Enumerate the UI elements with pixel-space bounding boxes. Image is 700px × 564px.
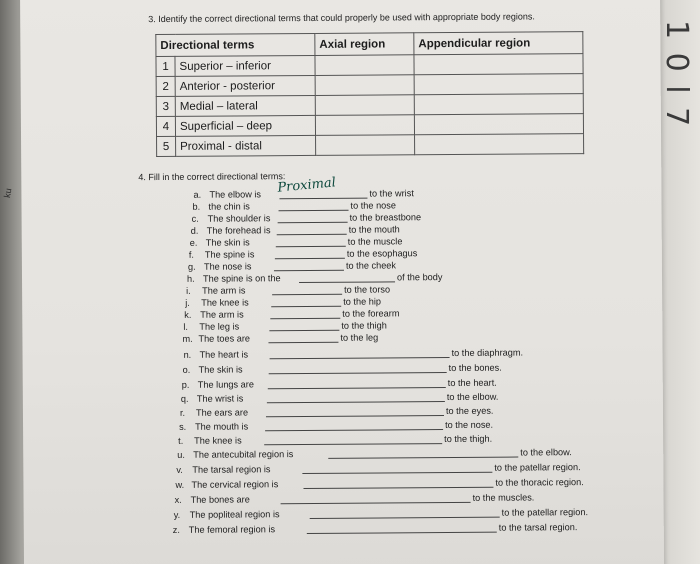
item-letter: z.	[172, 524, 180, 535]
item-ending: to the breastbone	[349, 212, 422, 223]
item-letter: b.	[192, 201, 201, 212]
item-ending: to the elbow.	[446, 391, 499, 403]
item-subject: The ears are	[195, 407, 249, 418]
table-row	[157, 134, 584, 157]
list-item	[174, 506, 607, 521]
item-letter: e.	[189, 237, 198, 248]
item-subject: The skin is	[205, 237, 250, 248]
list-item	[178, 432, 550, 447]
list-item	[183, 361, 550, 376]
axial-answer-cell[interactable]	[316, 135, 415, 156]
item-subject: The popliteal region is	[189, 509, 280, 520]
answer-blank[interactable]	[266, 405, 444, 417]
answer-blank[interactable]	[272, 284, 342, 295]
question-3-title: 3. Identify the correct directional terms that could properly be used with appropriate body regions.	[148, 11, 535, 25]
item-ending: to the wrist	[369, 188, 414, 199]
list-item	[173, 521, 604, 536]
item-subject: The mouth is	[195, 421, 249, 432]
list-item	[182, 331, 468, 345]
header-appendicular-region: Appendicular region	[414, 32, 583, 55]
answer-blank[interactable]	[278, 200, 348, 211]
item-letter: p.	[181, 379, 190, 390]
item-letter: a.	[193, 189, 202, 200]
item-ending: to the mouth	[348, 224, 400, 235]
item-ending: to the muscles.	[472, 492, 535, 503]
item-letter: m.	[182, 333, 193, 344]
directional-terms-table	[155, 31, 584, 157]
answer-blank[interactable]	[268, 332, 338, 343]
appendicular-answer-cell[interactable]	[414, 94, 583, 115]
item-ending: to the thoracic region.	[495, 477, 584, 488]
item-subject: the chin is	[208, 201, 250, 212]
item-ending: to the patellar region.	[494, 462, 581, 473]
appendicular-answer-cell[interactable]	[414, 74, 583, 95]
item-ending: to the thigh.	[444, 433, 493, 445]
item-subject: The spine is	[204, 249, 255, 260]
answer-blank[interactable]	[269, 362, 447, 374]
appendicular-answer-cell[interactable]	[414, 54, 583, 75]
answer-blank[interactable]	[281, 492, 471, 504]
header-directional-terms: Directional terms	[156, 33, 315, 56]
answer-blank[interactable]	[268, 377, 446, 389]
item-ending: to the diaphragm.	[451, 347, 524, 358]
answer-blank[interactable]	[274, 260, 344, 271]
answer-blank[interactable]	[275, 248, 345, 259]
item-subject: The cervical region is	[191, 479, 279, 490]
item-letter: f.	[188, 249, 194, 260]
table-body	[156, 54, 584, 157]
item-letter: x.	[174, 494, 182, 505]
row-term: Medial – lateral	[175, 95, 315, 116]
row-term: Superficial – deep	[175, 115, 315, 136]
item-letter: k.	[184, 309, 192, 320]
answer-blank[interactable]	[269, 320, 339, 331]
list-item	[180, 404, 555, 419]
item-subject: The leg is	[199, 321, 240, 332]
item-ending: to the forearm	[342, 308, 400, 319]
item-ending: to the muscle	[347, 236, 403, 247]
item-subject: The toes are	[198, 333, 251, 344]
item-letter: g.	[187, 261, 196, 272]
item-ending: to the thigh	[341, 320, 387, 331]
item-subject: The lungs are	[197, 379, 254, 390]
item-ending: to the bones.	[448, 362, 502, 374]
answer-blank[interactable]	[302, 462, 492, 474]
answer-blank[interactable]	[270, 308, 340, 319]
answer-blank[interactable]	[276, 236, 346, 247]
item-subject: The antecubital region is	[193, 449, 294, 460]
item-letter: l.	[183, 321, 188, 332]
answer-blank[interactable]	[271, 296, 341, 307]
item-letter: q.	[180, 393, 189, 404]
item-subject: The elbow is	[209, 189, 262, 200]
list-item	[175, 476, 598, 491]
item-subject: The arm is	[202, 285, 246, 296]
list-item	[175, 491, 557, 506]
item-letter: w.	[175, 479, 185, 490]
item-subject: The forehead is	[206, 225, 271, 236]
item-ending: to the torso	[344, 284, 391, 295]
item-subject: The arm is	[200, 309, 244, 320]
item-subject: The nose is	[203, 261, 252, 272]
answer-blank[interactable]	[310, 507, 500, 519]
row-term: Superior – inferior	[175, 55, 315, 76]
item-letter: u.	[177, 449, 185, 460]
item-letter: t.	[178, 435, 184, 446]
edge-handwriting: 1 0 l 7	[659, 20, 694, 129]
row-number: 3	[156, 96, 175, 116]
item-letter: o.	[182, 364, 191, 375]
table-header-row	[156, 32, 583, 57]
row-number: 5	[157, 136, 176, 156]
item-ending: to the nose	[350, 200, 397, 211]
appendicular-answer-cell[interactable]	[414, 114, 583, 135]
row-term: Proximal - distal	[176, 135, 316, 156]
item-subject: The skin is	[198, 364, 243, 375]
item-ending: to the eyes.	[445, 405, 494, 417]
item-subject: The wrist is	[196, 393, 244, 404]
list-item	[179, 418, 555, 433]
axial-answer-cell[interactable]	[315, 75, 414, 96]
item-subject: The bones are	[190, 494, 250, 505]
item-ending: to the patellar region.	[501, 507, 589, 518]
item-letter: j.	[185, 297, 190, 308]
worksheet-page	[20, 0, 664, 564]
item-ending: to the tarsal region.	[498, 522, 578, 533]
item-ending: to the heart.	[447, 377, 497, 389]
item-letter: h.	[186, 273, 195, 284]
item-subject: The shoulder is	[207, 213, 271, 224]
item-letter: y.	[173, 509, 181, 520]
item-letter: d.	[190, 225, 199, 236]
item-letter: s.	[179, 421, 187, 432]
item-letter: c.	[191, 213, 199, 224]
answer-blank[interactable]	[267, 391, 445, 403]
item-subject: The femoral region is	[188, 524, 276, 535]
header-axial-region: Axial region	[315, 33, 414, 56]
list-item	[184, 346, 556, 361]
item-subject: The knee is	[194, 435, 242, 446]
list-item	[182, 376, 558, 391]
row-number: 4	[156, 116, 175, 136]
item-subject: The heart is	[199, 349, 249, 360]
list-item	[177, 446, 617, 461]
item-ending: to the elbow.	[520, 447, 572, 458]
row-term: Anterior - posterior	[175, 75, 315, 96]
item-subject: The knee is	[201, 297, 249, 308]
answer-blank[interactable]	[328, 447, 518, 459]
answer-blank[interactable]	[264, 433, 442, 445]
axial-answer-cell[interactable]	[315, 55, 414, 76]
item-ending: to the nose.	[445, 419, 494, 431]
answer-blank[interactable]	[279, 188, 367, 200]
scrap-text: ku	[2, 187, 14, 199]
item-letter: r.	[179, 407, 186, 418]
row-number: 1	[156, 56, 175, 76]
row-number: 2	[156, 76, 175, 96]
answer-blank[interactable]	[270, 347, 450, 359]
item-ending: to the esophagus	[346, 248, 418, 259]
handwritten-answer: Proximal	[276, 175, 337, 196]
item-ending: to the cheek	[345, 260, 397, 271]
item-ending: to the leg	[340, 332, 379, 343]
question-4-title: 4. Fill in the correct directional terms:	[138, 171, 286, 183]
list-item	[176, 461, 589, 476]
item-ending: to the hip	[343, 296, 382, 307]
item-letter: i.	[186, 285, 191, 296]
list-item	[181, 390, 551, 405]
item-letter: n.	[183, 349, 192, 360]
answer-blank[interactable]	[303, 477, 493, 489]
answer-blank[interactable]	[299, 271, 395, 283]
item-subject: The spine is on the	[202, 273, 281, 284]
item-ending: of the body	[396, 272, 443, 283]
answer-blank[interactable]	[277, 224, 347, 235]
axial-answer-cell[interactable]	[315, 115, 414, 136]
answer-blank[interactable]	[307, 522, 497, 534]
item-letter: v.	[176, 464, 183, 475]
appendicular-answer-cell[interactable]	[415, 134, 584, 155]
item-subject: The tarsal region is	[192, 464, 271, 475]
answer-blank[interactable]	[265, 419, 443, 431]
answer-blank[interactable]	[278, 212, 348, 223]
axial-answer-cell[interactable]	[315, 95, 414, 116]
